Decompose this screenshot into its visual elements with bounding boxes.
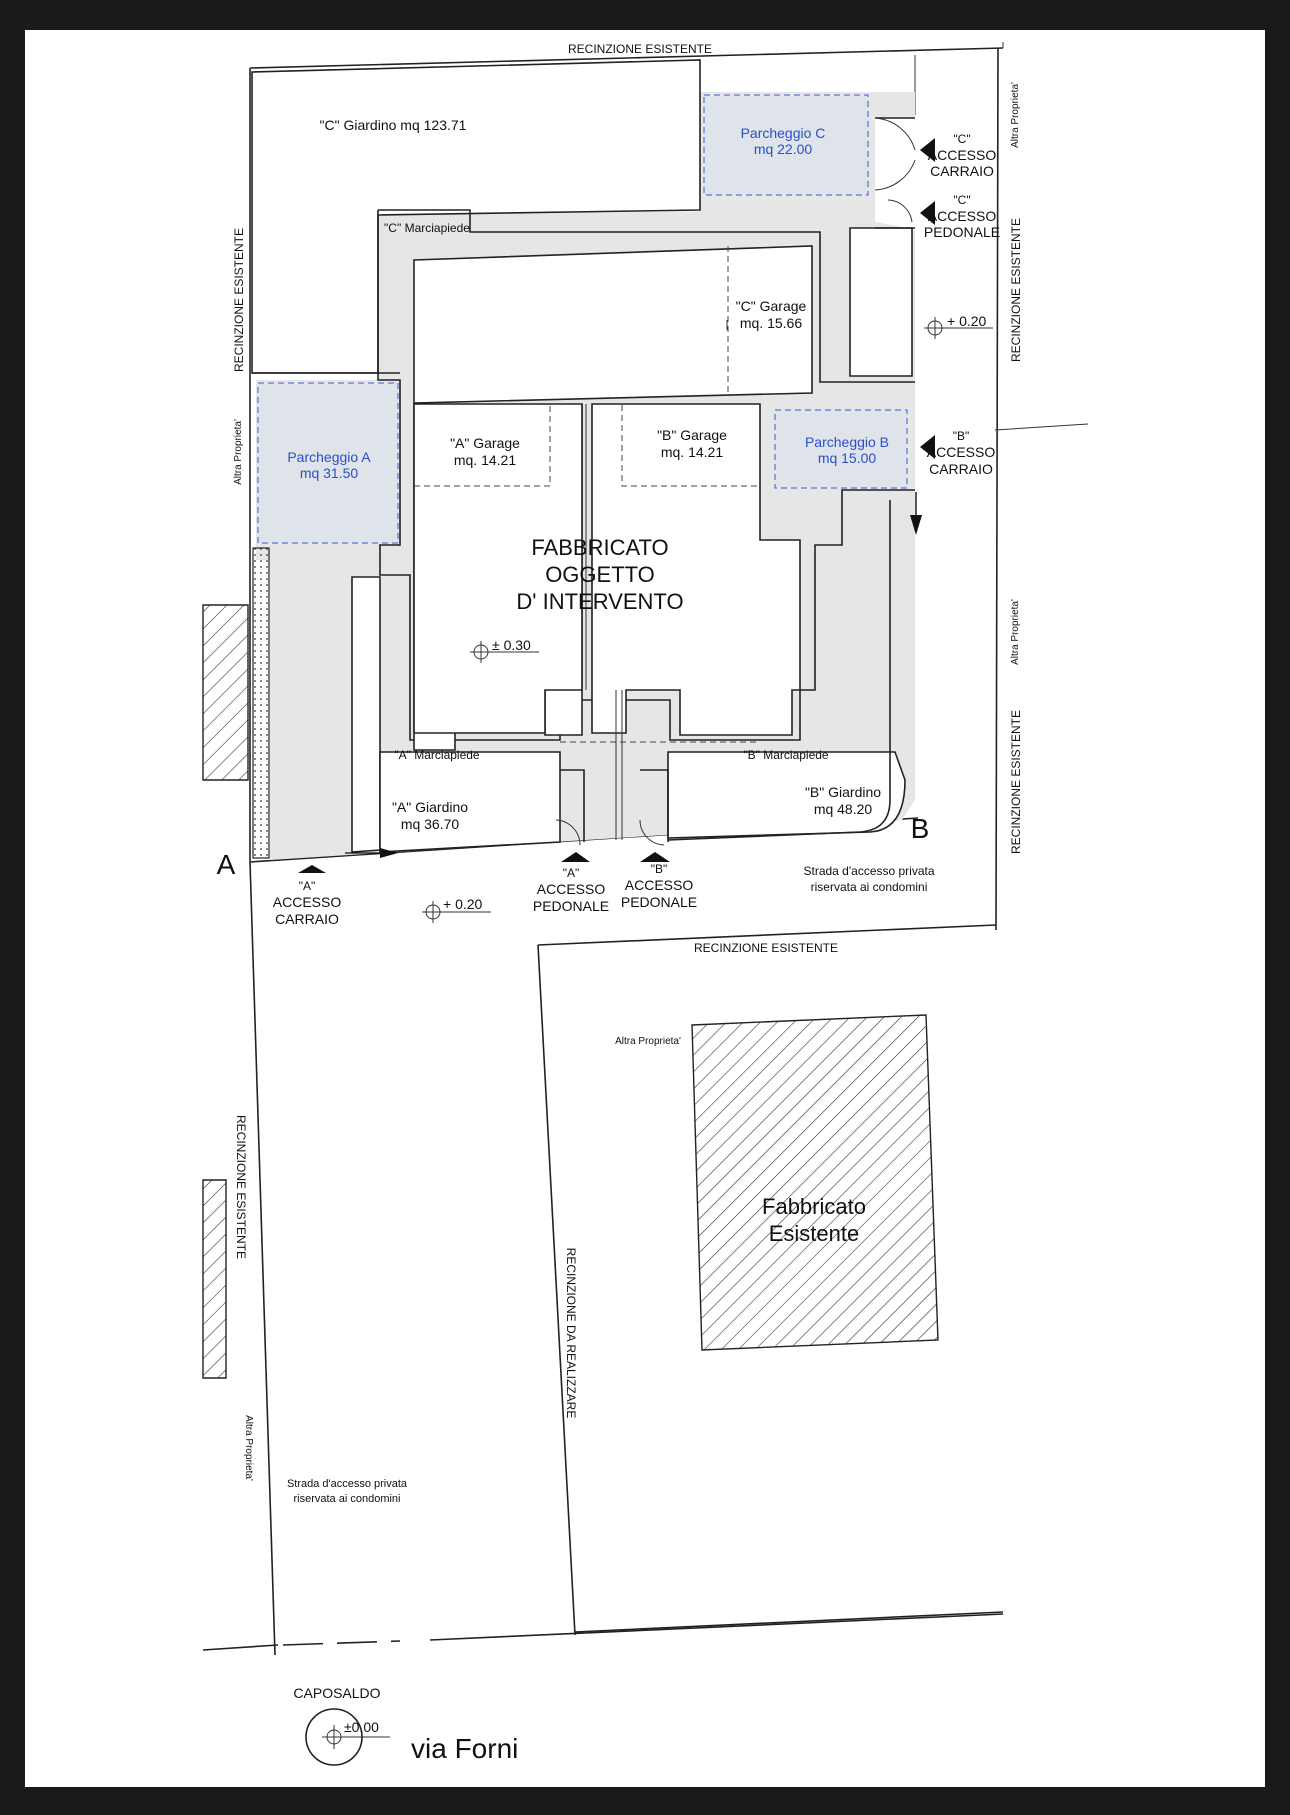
private-road-left-2: riservata ai condomini	[293, 1493, 401, 1505]
access-a-carraio-1: "A"	[298, 879, 316, 893]
building-title-2: OGGETTO	[545, 562, 655, 587]
access-b-pedonale-3: PEDONALE	[620, 894, 698, 910]
access-c-carraio-3: CARRAIO	[930, 163, 994, 179]
garage-b-area: mq. 14.21	[660, 444, 724, 460]
access-b-carraio-1: "B"	[952, 429, 970, 443]
building-title-1: FABBRICATO	[531, 535, 669, 560]
private-road-right-2: riservata ai condomini	[810, 880, 928, 894]
fence-label-right-lower: RECINZIONE ESISTENTE	[1009, 709, 1023, 855]
access-a-pedonale-3: PEDONALE	[532, 898, 610, 914]
access-c-carraio-1: "C"	[953, 132, 971, 146]
access-c-pedonale-2: ACCESSO	[927, 208, 997, 224]
other-property-top-right: Altra Proprieta'	[1010, 82, 1021, 148]
existing-building	[692, 1015, 938, 1350]
access-c-carraio-2: ACCESSO	[927, 147, 997, 163]
private-road-left-1: Strada d'accesso privata	[286, 1478, 408, 1490]
parking-b-area: mq 15.00	[817, 450, 877, 466]
dotted-strip	[253, 548, 269, 858]
access-a-pedonale-2: ACCESSO	[536, 881, 606, 897]
garden-b-name: "B" Giardino	[804, 784, 882, 800]
garden-b-area: mq 48.20	[813, 801, 873, 817]
access-b-pedonale-2: ACCESSO	[624, 877, 694, 893]
caposaldo-level: ±0.00	[344, 1719, 379, 1735]
access-a-carraio-3: CARRAIO	[275, 911, 339, 927]
other-property-bottom-left: Altra Proprieta'	[243, 1415, 254, 1481]
level-building-label: ± 0.30	[492, 637, 531, 653]
street-name: via Forni	[411, 1733, 519, 1764]
fence-label-top: RECINZIONE ESISTENTE	[567, 42, 713, 56]
parking-a-area: mq 31.50	[299, 465, 359, 481]
fence-label-middle: RECINZIONE ESISTENTE	[693, 941, 839, 955]
access-c-pedonale-1: "C"	[953, 193, 971, 207]
parking-c-area: mq 22.00	[753, 141, 813, 157]
caposaldo-label: CAPOSALDO	[293, 1685, 381, 1701]
caposaldo-marker	[306, 1709, 390, 1765]
fence-label-new: RECINZIONE DA REALIZZARE	[564, 1247, 578, 1419]
level-left-label: + 0.20	[443, 896, 483, 912]
strip-c	[850, 228, 912, 376]
access-b-pedonale-1: "B"	[650, 862, 668, 876]
parking-b-name: Parcheggio B	[804, 434, 890, 450]
section-a-label: A	[216, 849, 236, 880]
garage-a-area: mq. 14.21	[453, 452, 517, 468]
fence-label-left-upper: RECINZIONE ESISTENTE	[232, 227, 246, 373]
garage-c-area: mq. 15.66	[739, 315, 803, 331]
other-property-right-mid: Altra Proprieta'	[1010, 599, 1021, 665]
divider-strip	[352, 577, 380, 852]
building-title-3: D' INTERVENTO	[516, 589, 684, 614]
garden-a-name: "A" Giardino	[391, 799, 469, 815]
neighbour-hatch-lower	[203, 1180, 226, 1378]
private-road-right-1: Strada d'accesso privata	[803, 864, 935, 878]
access-b-carraio-3: CARRAIO	[929, 461, 993, 477]
section-b-label: B	[910, 813, 930, 844]
fence-label-left-lower: RECINZIONE ESISTENTE	[234, 1114, 248, 1260]
parking-c-name: Parcheggio C	[740, 125, 826, 141]
existing-building-1: Fabbricato	[762, 1194, 866, 1219]
access-a-pedonale-1: "A"	[562, 866, 580, 880]
access-a-carraio-2: ACCESSO	[272, 894, 342, 910]
garage-a-name: "A" Garage	[450, 435, 520, 451]
neighbour-hatch-upper	[203, 605, 248, 780]
garage-b-name: "B" Garage	[657, 427, 727, 443]
garage-c-name: "C" Garage	[735, 298, 807, 314]
access-b-carraio-2: ACCESSO	[926, 444, 996, 460]
other-property-lower: Altra Proprieta'	[615, 1036, 681, 1047]
garden-a-area: mq 36.70	[400, 816, 460, 832]
sidewalk-b-label: "B" Marciapiede	[743, 748, 829, 762]
sidewalk-a-label: "A" Marciapiede	[394, 748, 480, 762]
parking-a-name: Parcheggio A	[287, 449, 371, 465]
boundary-tick	[995, 424, 1088, 430]
sidewalk-c-label: "C" Marciapiede	[384, 221, 470, 235]
fence-label-right-upper: RECINZIONE ESISTENTE	[1009, 217, 1023, 363]
level-right-label: + 0.20	[947, 313, 987, 329]
other-property-left: Altra Proprieta'	[233, 419, 244, 485]
access-c-pedonale-3: PEDONALE	[923, 224, 1001, 240]
garden-c-label: "C" Giardino mq 123.71	[319, 117, 467, 133]
existing-building-2: Esistente	[768, 1221, 860, 1246]
